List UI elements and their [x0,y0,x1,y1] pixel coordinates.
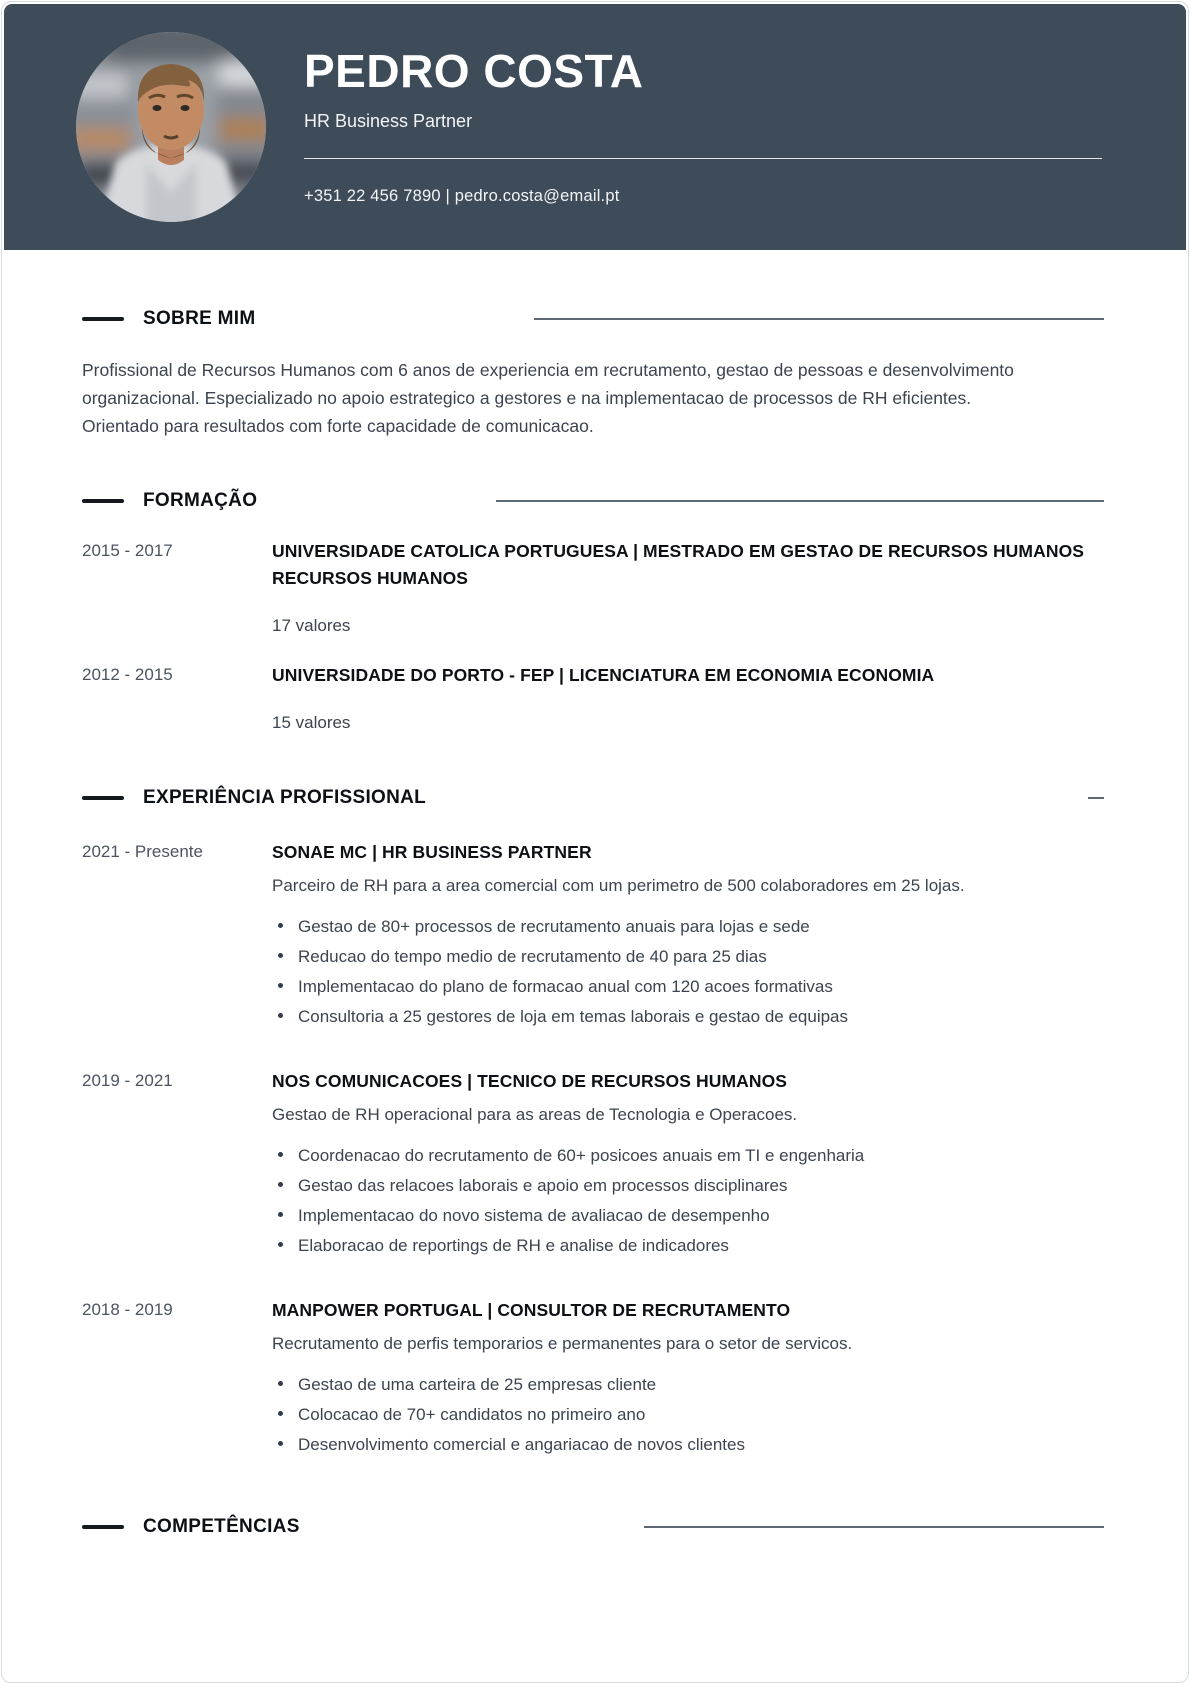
bullet-text: Reducao do tempo medio de recrutamento de 40 para 25 dias [298,947,767,966]
entry-period: 2019 - 2021 [82,1071,173,1090]
bullet-dot-icon [278,923,283,928]
section-title-education: FORMAÇÃO [143,490,258,511]
bullet-item [278,942,1104,972]
bullet-dot-icon [278,1381,283,1386]
bullet-text: Gestao das relacoes laborais e apoio em processos disciplinares [298,1176,788,1195]
bullet-text: Implementacao do novo sistema de avaliacao de desempenho [298,1206,770,1225]
bullet-list [272,912,1104,1032]
entry-summary: Recrutamento de perfis temporarios e permanentes para o setor de servicos. [272,1334,853,1353]
bullet-text: Consultoria a 25 gestores de loja em temas laborais e gestao de equipas [298,1007,849,1026]
bullet-text: Colocacao de 70+ candidatos no primeiro ano [298,1405,646,1424]
bullet-dot-icon [278,1242,283,1247]
entry-detail: 15 valores [272,713,351,732]
section-head-education [82,490,1104,512]
cv-body [2,308,1188,1538]
education-entry [82,538,1104,636]
section-rule [496,500,1104,502]
bullet-text: Coordenacao do recrutamento de 60+ posicoes anuais em TI e engenharia [298,1146,865,1165]
about-paragraph: Profissional de Recursos Humanos com 6 anos de experiencia em recrutamento, gestao de pessoas e desenvolvimento organizacional. Especializado no apoio estrategico a gestores e na implementacao de processos de RH eficientes. Orientado para resultados com forte capacidade de comunicacao. [82,360,1014,436]
entry-detail: 17 valores [272,616,351,635]
experience-entry [82,839,1104,1032]
section-head-skills [82,1516,1104,1538]
experience-entry [82,1068,1104,1261]
bullet-text: Desenvolvimento comercial e angariacao de novos clientes [298,1435,745,1454]
section-title-about: SOBRE MIM [143,308,256,329]
bullet-dot-icon [278,1152,283,1157]
section-rule [644,1526,1104,1528]
section-dash-icon [82,1525,124,1529]
section-skills [82,1516,1104,1538]
bullet-item [278,1430,1104,1460]
person-job-title: HR Business Partner [304,111,473,131]
entry-period: 2012 - 2015 [82,665,173,684]
entry-period: 2018 - 2019 [82,1300,173,1319]
bullet-dot-icon [278,1182,283,1187]
bullet-dot-icon [278,1013,283,1018]
bullet-item [278,1002,1104,1032]
bullet-item [278,1171,1104,1201]
bullet-item [278,972,1104,1002]
experience-entry [82,1297,1104,1460]
section-head-experience [82,787,1104,809]
entry-content [272,839,1104,1032]
section-dash-icon [82,317,124,321]
bullet-item [278,1231,1104,1261]
header-text-block [304,45,1186,206]
bullet-list [272,1141,1104,1261]
entry-title: UNIVERSIDADE DO PORTO - FEP | LICENCIATURA EM ECONOMIA ECONOMIA [272,665,935,685]
entry-title: SONAE MC | HR BUSINESS PARTNER [272,842,592,862]
entry-content [272,1297,1104,1460]
bullet-text: Elaboracao de reportings de RH e analise de indicadores [298,1236,729,1255]
header [4,4,1186,250]
entry-content [272,662,1104,733]
bullet-item [278,912,1104,942]
education-entry [82,662,1104,733]
person-name: PEDRO COSTA [304,45,644,97]
bullet-list [272,1370,1104,1460]
bullet-dot-icon [278,1411,283,1416]
entry-summary: Parceiro de RH para a area comercial com um perimetro de 500 colaboradores em 25 lojas. [272,876,965,895]
contact-info: +351 22 456 7890 | pedro.costa@email.pt [304,187,620,205]
section-rule [1088,797,1104,799]
entry-title: UNIVERSIDADE CATOLICA PORTUGUESA | MESTRADO EM GESTAO DE RECURSOS HUMANOS RECURSOS HUMANOS [272,541,1085,588]
header-divider [304,158,1102,159]
cv-page [1,1,1189,1683]
bullet-dot-icon [278,1212,283,1217]
bullet-dot-icon [278,1441,283,1446]
bullet-text: Gestao de uma carteira de 25 empresas cliente [298,1375,657,1394]
bullet-item [278,1141,1104,1171]
bullet-item [278,1201,1104,1231]
section-about [82,308,1104,440]
section-dash-icon [82,499,124,503]
section-experience [82,787,1104,1460]
entry-content [272,538,1104,636]
bullet-text: Implementacao do plano de formacao anual com 120 acoes formativas [298,977,833,996]
bullet-item [278,1400,1104,1430]
entry-title: NOS COMUNICACOES | TECNICO DE RECURSOS HUMANOS [272,1071,788,1091]
section-rule [534,318,1104,320]
profile-photo [76,32,266,222]
section-dash-icon [82,796,124,800]
entry-period: 2021 - Presente [82,842,203,861]
entry-summary: Gestao de RH operacional para as areas de Tecnologia e Operacoes. [272,1105,798,1124]
section-head-about [82,308,1104,330]
entry-title: MANPOWER PORTUGAL | CONSULTOR DE RECRUTAMENTO [272,1300,791,1320]
bullet-text: Gestao de 80+ processos de recrutamento anuais para lojas e sede [298,917,810,936]
bullet-item [278,1370,1104,1400]
section-title-skills: COMPETÊNCIAS [143,1516,300,1537]
section-education [82,490,1104,733]
profile-photo-illustration [76,32,266,222]
bullet-dot-icon [278,953,283,958]
entry-content [272,1068,1104,1261]
entry-period: 2015 - 2017 [82,541,173,560]
bullet-dot-icon [278,983,283,988]
section-title-experience: EXPERIÊNCIA PROFISSIONAL [143,787,427,808]
